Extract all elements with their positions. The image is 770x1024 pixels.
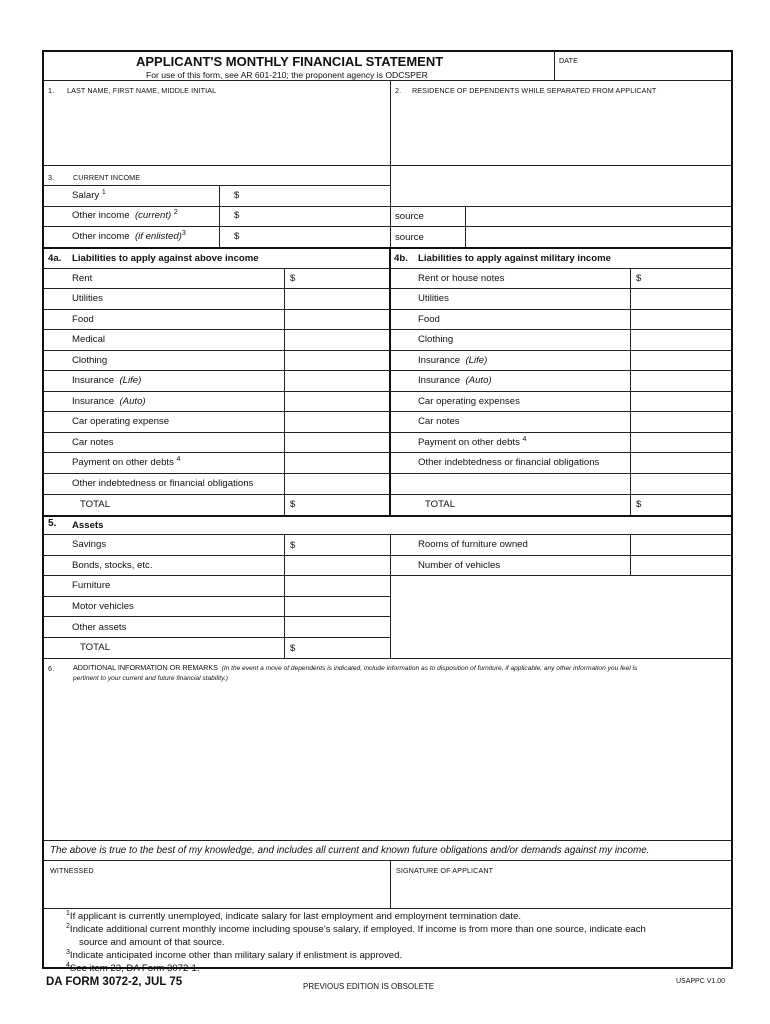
liability-other-indebtedness: Other indebtedness or financial obligations [72,478,254,489]
certification-statement: The above is true to the best of my knowledge, and includes all current and known future obligations and/or demands against my income. [50,845,650,856]
other-assets-amount-field[interactable] [286,618,387,635]
item2-label: RESIDENCE OF DEPENDENTS WHILE SEPARATED FROM APPLICANT [412,86,657,95]
item4b-number: 4b. [394,253,408,264]
item5-total-label: TOTAL [80,642,111,653]
bonds-amount-field[interactable] [286,557,387,574]
insurance-life-amount-field[interactable] [286,372,387,389]
military-insurance-life-amount-field[interactable] [632,352,730,369]
witnessed-label: WITNESSED [50,866,94,875]
item4a-total-field[interactable] [300,496,387,513]
edition-notice: PREVIOUS EDITION IS OBSOLETE [303,982,435,991]
military-car-expenses: Car operating expenses [418,396,520,407]
item5-number: 5. [48,518,57,529]
item6-label: ADDITIONAL INFORMATION OR REMARKS (In the event a move of dependents is indicated, include information as to disposition of furniture, if applicable, any other information you feel is pertinent to your current and future financial stability.) [73,663,638,682]
other-debt-amount-field[interactable] [286,475,387,492]
item5-heading: Assets [72,520,104,531]
military-payment-other-debts: Payment on other debts $^4$ [418,436,527,448]
military-utilities: Utilities [418,293,449,304]
item4b-total-label: TOTAL [425,499,456,510]
clothing-amount-field[interactable] [286,352,387,369]
other-current-dollar: $ [234,210,240,221]
name-field[interactable] [48,96,386,162]
motor-vehicles-amount-field[interactable] [286,598,387,615]
footnote-2: $^2$Indicate additional current monthly income including spouse's salary, if employed. If income is from more than one source, indicate each source and amount of that source. [66,923,646,948]
liability-payment-other-debts: Payment on other debts $^4$ [72,456,181,468]
footnote-3: $^3$Indicate anticipated income other than military salary if enlistment is approved. [66,949,403,961]
car-expense-amount-field[interactable] [286,413,387,430]
asset-furniture: Furniture [72,580,111,591]
version-label: USAPPC V1.00 [676,978,726,985]
liability-medical: Medical [72,334,106,345]
liability-insurance-auto: Insurance (Auto) [72,396,146,407]
military-other-debt-amount-field[interactable] [632,454,730,471]
form-subtitle: For use of this form, see AR 601-210; the proponent agency is ODCSPER [146,70,428,80]
military-rent: Rent or house notes [418,273,505,284]
date-divider [554,51,555,80]
savings-amount-field[interactable] [300,536,387,553]
asset-savings: Savings [72,539,107,550]
item1-number: 1. [48,86,55,95]
item1-label: LAST NAME, FIRST NAME, MIDDLE INITIAL [67,86,217,95]
military-insurance-auto: Insurance (Auto) [418,375,492,386]
residence-field[interactable] [395,96,729,162]
rent-dollar: $ [290,273,296,284]
other-income-current-label: Other income (current) $^2$ [72,209,178,221]
source-enlisted-label: source [395,232,424,243]
asset-bonds: Bonds, stocks, etc. [72,560,153,571]
date-field[interactable] [556,62,731,79]
liability-food: Food [72,314,94,325]
witness-signature-field[interactable] [48,876,386,906]
item6-number: 6. [48,664,55,673]
military-rent-amount-field[interactable] [646,270,730,287]
source-enlisted-field[interactable] [468,228,730,245]
liability-insurance-life: Insurance (Life) [72,375,142,386]
item3-number: 3. [48,173,55,182]
form-title: APPLICANT'S MONTHLY FINANCIAL STATEMENT [136,54,444,69]
footnote-4: $^4$See item 23, DA Form 3072-1. [66,962,200,974]
form-identifier: DA FORM 3072-2, JUL 75 [46,976,183,988]
military-car-expenses-amount-field[interactable] [632,393,730,410]
applicant-signature-field[interactable] [394,876,730,906]
car-notes-amount-field[interactable] [286,434,387,451]
item4b-total-dollar: $ [636,499,642,510]
military-utilities-amount-field[interactable] [632,290,730,307]
military-insurance-auto-amount-field[interactable] [632,372,730,389]
utilities-amount-field[interactable] [286,290,387,307]
savings-dollar: $ [290,540,296,551]
item2-number: 2. [395,86,402,95]
item3-label: CURRENT INCOME [73,173,141,182]
payment-debts-amount-field[interactable] [286,454,387,471]
asset-motor-vehicles: Motor vehicles [72,601,134,612]
item4a-heading: Liabilities to apply against above income [72,253,259,264]
salary-amount-field[interactable] [244,187,388,205]
food-amount-field[interactable] [286,311,387,328]
liability-clothing: Clothing [72,355,108,366]
footnote-1: $^1$If applicant is currently unemployed, indicate salary for last employment and employment termination date. [66,910,522,922]
item4a-total-label: TOTAL [80,499,111,510]
military-food-amount-field[interactable] [632,311,730,328]
other-enlisted-amount-field[interactable] [244,228,388,245]
military-car-notes-amount-field[interactable] [632,413,730,430]
salary-label: Salary $^1$ [72,189,106,201]
military-payment-debts-amount-field[interactable] [632,434,730,451]
military-rent-dollar: $ [636,273,642,284]
liability-rent: Rent [72,273,93,284]
asset-other: Other assets [72,622,127,633]
liability-utilities: Utilities [72,293,103,304]
furniture-amount-field[interactable] [286,577,387,594]
military-other-indebtedness: Other indebtedness or financial obligations [418,457,600,468]
rooms-furniture-field[interactable] [632,536,730,553]
liability-car-expense: Car operating expense [72,416,170,427]
rooms-furniture-label: Rooms of furniture owned [418,539,528,550]
item4b-heading: Liabilities to apply against military income [418,253,611,264]
other-current-amount-field[interactable] [244,208,388,225]
number-vehicles-label: Number of vehicles [418,560,501,571]
liability-car-notes: Car notes [72,437,114,448]
military-clothing-amount-field[interactable] [632,331,730,348]
medical-amount-field[interactable] [286,331,387,348]
salary-dollar: $ [234,190,240,201]
remarks-field[interactable] [48,688,728,836]
item4a-number: 4a. [48,253,62,264]
source-current-field[interactable] [468,208,730,225]
date-label: DATE [559,56,579,65]
insurance-auto-amount-field[interactable] [286,393,387,410]
source-current-label: source [395,211,424,222]
item4b-total-field[interactable] [646,496,730,513]
military-clothing: Clothing [418,334,454,345]
other-income-enlisted-label: Other income (if enlisted)$^3$ [72,230,186,242]
other-enlisted-dollar: $ [234,231,240,242]
military-insurance-life: Insurance (Life) [418,355,488,366]
item5-total-field[interactable] [300,639,387,656]
item4a-total-dollar: $ [290,499,296,510]
number-vehicles-field[interactable] [632,557,730,574]
military-car-notes: Car notes [418,416,460,427]
item5-total-dollar: $ [290,643,296,654]
signature-label: SIGNATURE OF APPLICANT [396,866,494,875]
rent-amount-field[interactable] [300,270,387,287]
military-food: Food [418,314,440,325]
